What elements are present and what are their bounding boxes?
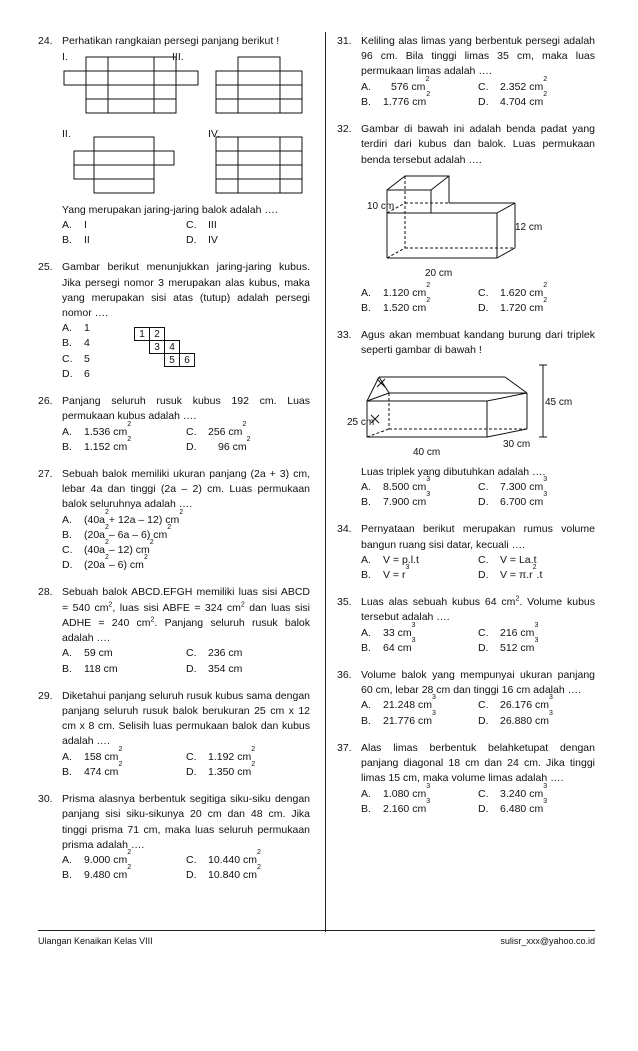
question-number: 30. <box>38 793 53 806</box>
option-d[interactable]: D. 6.700 cm 3 <box>478 491 548 509</box>
question-text: Diketahui panjang seluruh rusuk kubus sama dengan panjang seluruh rusuk balok berukuran 25 cm x 12 cm x 8 cm. Selisih luas permukaan balok dan kubus adalah …. <box>62 689 310 748</box>
question-text: Pernyataan berikut merupakan rumus volume bangun ruang sisi datar, kecuali …. <box>361 523 595 551</box>
option-b[interactable]: B. 2.160 cm 3 <box>361 797 431 815</box>
answer-options <box>361 553 595 583</box>
question-text: Agus akan membuat kandang burung dari triplek seperti gambar di bawah ! <box>361 329 595 357</box>
cuboid-bottom-right-edge <box>497 248 515 258</box>
net-cell-3: 3 <box>149 340 165 354</box>
option-b[interactable]: B. 118 cm <box>62 662 118 675</box>
net-cell-4: 4 <box>164 340 180 354</box>
cuboid-top-right-edge <box>497 203 515 213</box>
hidden-edges <box>387 176 515 258</box>
question-29 <box>38 689 310 780</box>
question-35 <box>337 595 595 656</box>
answer-options <box>62 508 310 574</box>
column-divider <box>325 32 326 932</box>
option-b[interactable]: B. 1.152 cm 2 <box>62 435 132 453</box>
question-28 <box>38 585 310 676</box>
question-number: 27. <box>38 467 53 480</box>
option-d[interactable]: D. 1.350 cm 2 <box>186 760 256 778</box>
option-d[interactable]: D. V = π.r 2 .t <box>478 563 543 581</box>
page-footer <box>38 930 595 948</box>
question-number: 32. <box>337 123 352 136</box>
option-c[interactable]: C. 7.300 cm 3 <box>478 475 548 493</box>
option-c[interactable]: C. (40a 2 – 12) cm 2 <box>62 539 154 557</box>
net-1 <box>64 57 198 113</box>
question-text: Luas alas sebuah kubus 64 $cm^2$. Volume kubus tersebut adalah …. <box>361 595 596 624</box>
net-label-3: III. <box>172 51 184 64</box>
net-label-1: I. <box>62 51 68 64</box>
answer-options <box>361 694 595 728</box>
net-2 <box>74 137 174 193</box>
question-text: Gambar berikut menunjukkan jaring-jaring kubus. Jika persegi nomor 3 merupakan alas kubus, maka yang merupakan sisi atas (tutup) adalah persegi nomor …. <box>62 261 310 319</box>
question-tail: Yang merupakan jaring-jaring balok adalah …. <box>62 203 278 216</box>
option-a[interactable]: A. 8.500 cm 3 <box>361 475 431 493</box>
question-number: 37. <box>337 741 352 754</box>
left-column <box>38 34 310 895</box>
net-4 <box>216 137 302 193</box>
question-text: Perhatikan rangkaian persegi panjang berikut ! <box>62 35 280 47</box>
figure-label-25cm: 25 cm <box>347 416 375 428</box>
figure-label-30cm: 30 cm <box>503 438 531 450</box>
option-d[interactable]: D. 4.704 cm 2 <box>478 90 548 108</box>
option-c[interactable]: C. 3.240 cm 3 <box>478 782 548 800</box>
cube-cuboid-figure <box>337 168 595 286</box>
footer-exam-title: Ulangan Kenaikan Kelas VIII <box>38 936 153 946</box>
option-a[interactable]: A. 33 cm 3 <box>361 621 416 639</box>
question-31 <box>337 34 595 110</box>
cage-top-right-edge <box>487 393 527 401</box>
question-text: Volume balok yang mempunyai ukuran panjang 60 cm, lebar 28 cm dan tinggi 16 cm adalah …. <box>361 669 595 697</box>
net-cell-5: 5 <box>164 353 180 367</box>
option-d[interactable]: D. 6.480 cm 3 <box>478 797 548 815</box>
option-c[interactable]: C. 256 cm 2 <box>186 420 247 438</box>
cube-net-figure <box>134 321 224 381</box>
answer-options <box>62 420 310 455</box>
answer-options <box>62 646 310 676</box>
option-b[interactable]: B. 474 cm 2 <box>62 760 123 778</box>
option-b[interactable]: B. II <box>62 234 90 247</box>
option-c[interactable]: C. 5 <box>62 352 90 365</box>
option-d[interactable]: D. (20a 2 – 6) cm 2 <box>62 554 148 572</box>
option-b[interactable]: B. (20a 2 – 6a – 6) cm 2 <box>62 523 172 541</box>
option-b[interactable]: B. 9.480 cm 2 <box>62 864 132 882</box>
net-3 <box>216 57 302 113</box>
question-26 <box>38 394 310 455</box>
question-36 <box>337 668 595 729</box>
option-d[interactable]: D. 96 cm 2 <box>186 435 251 453</box>
question-text: Sebuah balok ABCD.EFGH memiliki luas sisi ABCD = 540 $cm^2$, luas sisi ABFE = 324 $cm^2$ dan luas sisi ADHE = 240 $cm^2$. Panjang seluruh rusuk balok adalah …. <box>62 586 311 645</box>
question-text: Keliling alas limas yang berbentuk persegi adalah 96 cm. Bila tinggi limas 35 cm, maka luas permukaan limas adalah …. <box>361 35 595 78</box>
answer-options <box>361 75 595 110</box>
cube-top-right-edge <box>431 176 449 190</box>
option-d[interactable]: D. 26.880 cm 3 <box>478 709 553 727</box>
question-number: 26. <box>38 395 53 408</box>
option-c[interactable]: C. 1.620 cm 2 <box>478 281 548 299</box>
question-text: Panjang seluruh rusuk kubus 192 cm. Luas permukaan kubus adalah …. <box>62 395 310 423</box>
option-d[interactable]: D. 354 cm <box>186 662 243 675</box>
question-37 <box>337 741 595 817</box>
option-b[interactable]: B. V = r 3 <box>361 563 410 581</box>
question-number: 25. <box>38 261 53 274</box>
option-c[interactable]: C. 10.440 cm 2 <box>186 848 261 866</box>
option-a[interactable]: A. 1 <box>62 322 90 335</box>
question-number: 28. <box>38 586 53 599</box>
question-text: Gambar di bawah ini adalah benda padat yang terdiri dari kubus dan balok. Luas permukaan benda tersebut adalah …. <box>361 123 595 166</box>
hidden-edges <box>367 393 527 437</box>
question-text: Sebuah balok memiliki ukuran panjang (2a + 3) cm, lebar 4a dan tinggi (2a – 2) cm. Luas permukaan balok seluruhnya adalah …. <box>62 467 310 511</box>
figure-label-12cm: 12 cm <box>515 221 543 233</box>
question-33 <box>337 328 595 510</box>
option-a[interactable]: A. I <box>62 218 87 231</box>
option-a[interactable]: A. 21.248 cm 3 <box>361 694 436 712</box>
option-b[interactable]: B. 1.520 cm 2 <box>361 296 431 314</box>
option-c[interactable]: C. 26.176 cm 3 <box>478 694 553 712</box>
option-d[interactable]: D. 1.720 cm 2 <box>478 296 548 314</box>
bird-cage-figure <box>337 359 595 459</box>
option-a[interactable]: A. 576 cm 2 <box>361 75 430 93</box>
question-number: 31. <box>337 35 352 47</box>
question-number: 36. <box>337 669 352 682</box>
question-32 <box>337 122 595 316</box>
option-a[interactable]: A. 59 cm <box>62 647 113 660</box>
option-b[interactable]: B. 21.776 cm 3 <box>361 709 436 727</box>
question-25 <box>38 260 310 382</box>
question-34 <box>337 522 595 583</box>
option-a[interactable]: A. V = p.l.t <box>361 553 419 566</box>
figure-label-40cm: 40 cm <box>413 446 441 458</box>
question-tail: Luas triplek yang dibutuhkan adalah …. <box>361 465 546 478</box>
answer-options <box>361 281 595 316</box>
question-number: 33. <box>337 329 352 342</box>
roof-right-slope <box>505 377 527 393</box>
net-label-2: II. <box>62 128 71 141</box>
question-24 <box>38 34 310 248</box>
option-a[interactable]: A. 158 cm 2 <box>62 745 123 763</box>
option-b[interactable]: B. 7.900 cm 3 <box>361 491 431 509</box>
option-d[interactable]: D. 10.840 cm 2 <box>186 864 261 882</box>
answer-options <box>361 621 595 656</box>
option-b[interactable]: B. 64 cm 3 <box>361 636 416 654</box>
option-c[interactable]: C. III <box>186 218 217 231</box>
option-c[interactable]: C. 216 cm 3 <box>478 621 539 639</box>
option-a[interactable]: A. 1.080 cm 3 <box>361 782 431 800</box>
net-cell-6: 6 <box>179 353 195 367</box>
option-a[interactable]: A. (40a 2 + 12a – 12) cm 2 <box>62 508 184 526</box>
answer-options <box>62 218 310 248</box>
option-a[interactable]: A. 9.000 cm 2 <box>62 848 132 866</box>
option-c[interactable]: C. 1.192 cm 2 <box>186 745 256 763</box>
question-text: Prisma alasnya berbentuk segitiga siku-siku dengan panjang sisi siku-sikunya 20 cm dan 48 cm. Jika tinggi prisma 71 cm, maka luas seluruh permukaan prisma adalah …. <box>62 793 310 851</box>
footer-email: sulisr_xxx@yahoo.co.id <box>500 936 595 946</box>
answer-options <box>62 745 310 780</box>
right-column <box>337 34 595 829</box>
figure-label-45cm: 45 cm <box>545 396 573 408</box>
option-b[interactable]: B. 4 <box>62 337 90 350</box>
question-number: 34. <box>337 523 352 536</box>
figure-label-20cm: 20 cm <box>425 267 453 279</box>
cage-bottom-right-edge <box>487 429 527 437</box>
question-text: Alas limas berbentuk belahketupat dengan panjang diagonal 18 cm dan 24 cm. Jika tinggi limas 15 cm, maka volume limas adalah …. <box>361 741 595 785</box>
question-number: 29. <box>38 689 53 702</box>
option-a[interactable]: A. 1.120 cm 2 <box>361 281 431 299</box>
answer-options <box>62 848 310 883</box>
question-number: 24. <box>38 35 53 47</box>
option-a[interactable]: A. 1.536 cm 2 <box>62 420 132 438</box>
option-b[interactable]: B. 1.776 cm 2 <box>361 90 431 108</box>
question-27 <box>38 467 310 574</box>
option-d[interactable]: D. 512 cm 3 <box>478 636 539 654</box>
cage-front-face <box>367 401 487 437</box>
option-d[interactable]: D. IV <box>186 234 218 247</box>
option-c[interactable]: C. 236 cm <box>186 647 243 660</box>
option-d[interactable]: D. 6 <box>62 367 90 380</box>
net-cell-1: 1 <box>134 327 150 341</box>
net-label-4: IV. <box>208 128 220 141</box>
question-number: 35. <box>337 596 352 609</box>
answer-options <box>361 475 595 510</box>
answer-options <box>361 782 595 817</box>
net-cell-2: 2 <box>149 327 165 341</box>
option-c[interactable]: C. V = La.t <box>478 553 537 566</box>
option-c[interactable]: C. 2.352 cm 2 <box>478 75 548 93</box>
answer-options <box>62 321 134 382</box>
question-30 <box>38 792 310 883</box>
figure-label-10cm: 10 cm <box>367 200 395 212</box>
